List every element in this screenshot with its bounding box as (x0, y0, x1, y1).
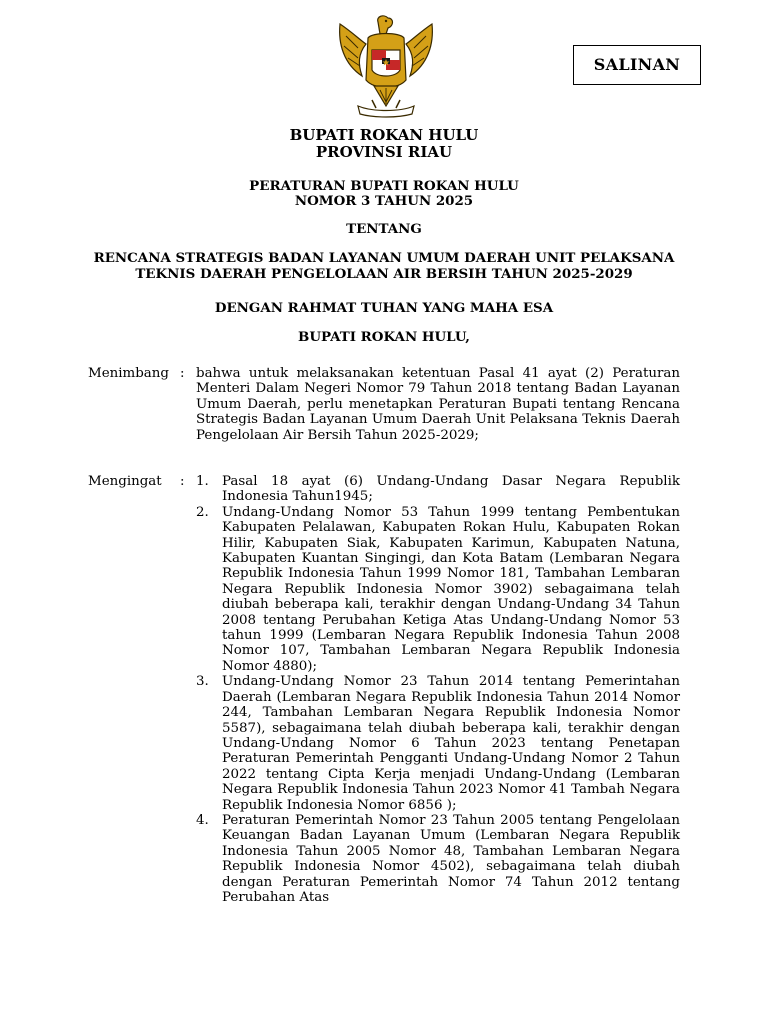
list-item (196, 813, 680, 905)
list-item (196, 674, 680, 813)
official-title-line2: PROVINSI RIAU (315, 143, 453, 161)
list-item (196, 474, 680, 505)
list-item-text: Peraturan Pemerintah Nomor 23 Tahun 2005 tentang Pengelolaan Keuangan Badan Layanan Umum (Lembaran Negara Republik Indonesia Tahun 2005 Nomor 48, Tambahan Lembaran Negara Republik Indonesia Nomor 4502), sebagaimana telah diubah dengan Peraturan Pemerintah Nomor 74 Tahun 2012 tentang Perubahan Atas (222, 812, 680, 905)
mengingat-colon: : (180, 474, 185, 489)
mengingat-label: Mengingat (88, 474, 162, 489)
blessing-line: DENGAN RAHMAT TUHAN YANG MAHA ESA (214, 300, 554, 316)
official-title-line1: BUPATI ROKAN HULU (289, 126, 479, 144)
salinan-stamp: SALINAN (573, 45, 701, 85)
authority-line: BUPATI ROKAN HULU, (298, 329, 470, 345)
regulation-number: NOMOR 3 TAHUN 2025 (294, 193, 474, 209)
list-item-text: Undang-Undang Nomor 53 Tahun 1999 tentang Pembentukan Kabupaten Pelalawan, Kabupaten Rokan Hulu, Kabupaten Rokan Hilir, Kabupaten Siak, Kabupaten Karimun, Kabupaten Natuna, Kabupaten Kuantan Singingi, dan Kota Batam (Lembaran Negara Republik Indonesia Tahun 1999 Nomor 181, Tambahan Lembaran Negara Republik Indonesia Nomor 3902) sebagaimana telah diubah beberapa kali, terakhir dengan Undang-Undang 34 Tahun 2008 tentang Perubahan Ketiga Atas Undang-Undang Nomor 53 tahun 1999 (Lembaran Negara Republik Indonesia Tahun 2008 Nomor 107, Tambahan Lembaran Negara Republik Indonesia Nomor 4880); (222, 504, 680, 674)
menimbang-section (88, 366, 680, 443)
garuda-emblem-icon (332, 14, 440, 118)
menimbang-label: Menimbang (88, 366, 169, 381)
regulation-title: PERATURAN BUPATI ROKAN HULU (249, 178, 519, 194)
subject-line2: TEKNIS DAERAH PENGELOLAAN AIR BERSIH TAHUN 2025-2029 (135, 266, 633, 282)
mengingat-list (196, 474, 680, 905)
list-item (196, 505, 680, 674)
list-item-text: Undang-Undang Nomor 23 Tahun 2014 tentang Pemerintahan Daerah (Lembaran Negara Republik Indonesia Tahun 2014 Nomor 244, Tambahan Lembaran Negara Republik Indonesia Nomor 5587), sebagaimana telah diubah beberapa kali, terakhir dengan Undang-Undang Nomor 6 Tahun 2023 tentang Penetapan Peraturan Pemerintah Pengganti Undang-Undang Nomor 2 Tahun 2022 tentang Cipta Kerja menjadi Undang-Undang (Lembaran Negara Republik Indonesia Tahun 2023 Nomor 41 Tambah Negara Republik Indonesia Nomor 6856 ); (222, 674, 680, 813)
list-item-text: Pasal 18 ayat (6) Undang-Undang Dasar Negara Republik Indonesia Tahun1945; (222, 474, 680, 505)
subject-line1: RENCANA STRATEGIS BADAN LAYANAN UMUM DAERAH UNIT PELAKSANA (93, 250, 675, 266)
menimbang-text: bahwa untuk melaksanakan ketentuan Pasal 41 ayat (2) Peraturan Menteri Dalam Negeri Nomor 79 Tahun 2018 tentang Badan Layanan Umum Daerah, perlu menetapkan Peraturan Bupati tentang Rencana Strategis Badan Layanan Umum Daerah Unit Pelaksana Teknis Daerah Pengelolaan Air Bersih Tahun 2025-2029; (196, 366, 680, 443)
list-item-number: 1. (196, 474, 209, 489)
list-item-number: 2. (196, 504, 209, 520)
list-item-number: 4. (196, 812, 209, 828)
mengingat-section (88, 474, 680, 905)
list-item-number: 3. (196, 674, 209, 690)
menimbang-colon: : (180, 366, 185, 381)
tentang-heading: TENTANG (346, 221, 422, 237)
